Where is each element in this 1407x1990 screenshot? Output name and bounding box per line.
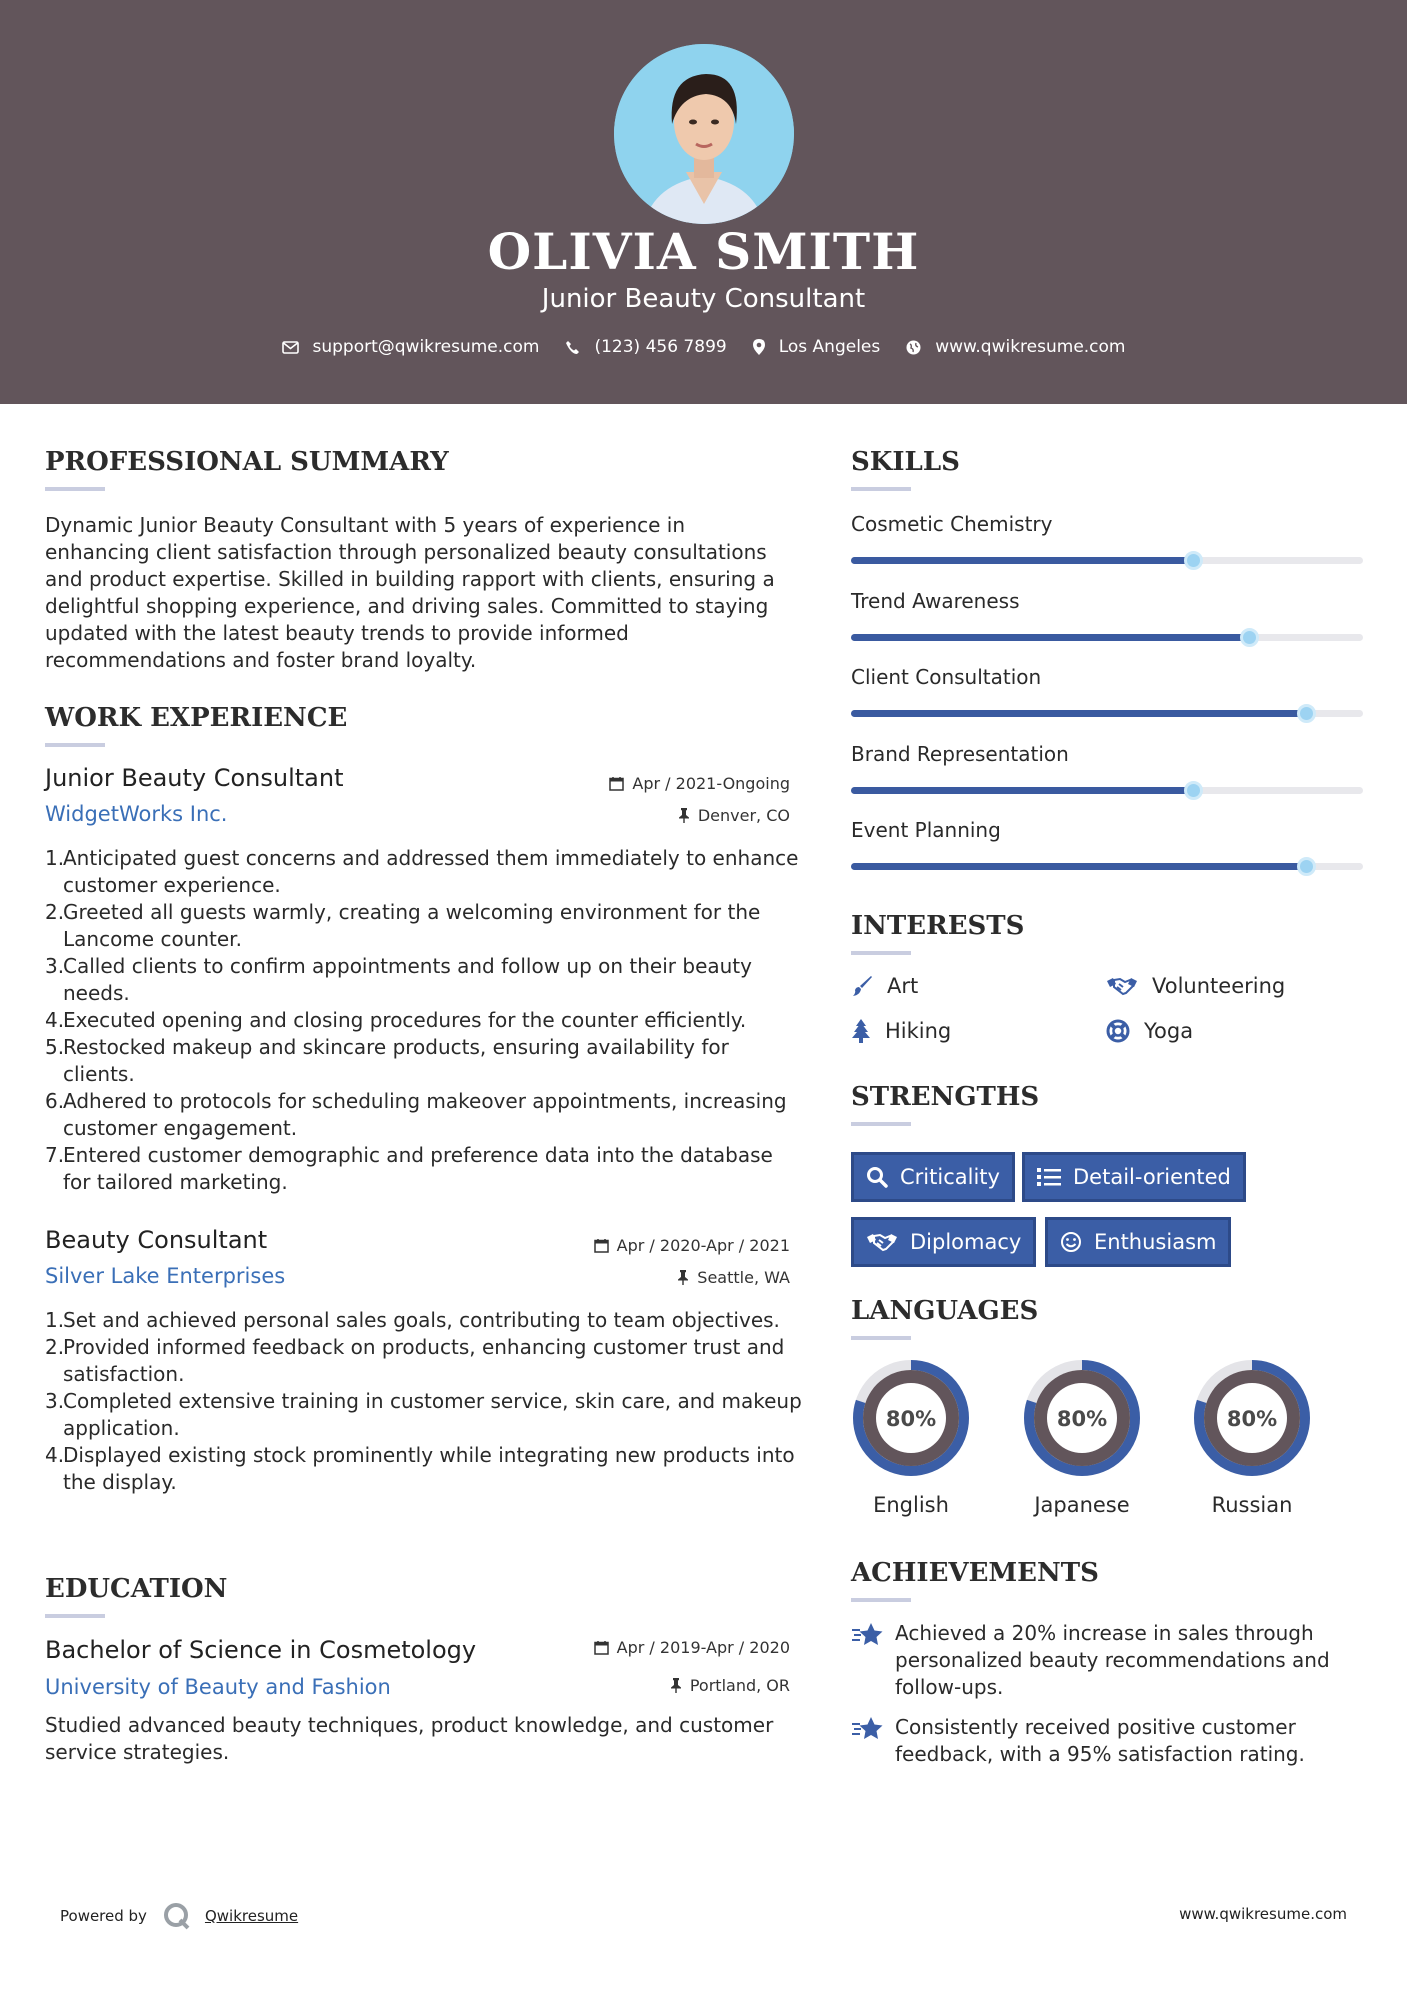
calendar-icon — [594, 1640, 609, 1655]
education-location: Portland, OR — [480, 1676, 790, 1695]
contact-bar — [0, 337, 1407, 357]
skill-bar — [851, 710, 1363, 717]
school-name: University of Beauty and Fashion — [45, 1675, 391, 1699]
list-item: 3. Called clients to confirm appointments and follow up on their beauty needs. — [45, 954, 752, 1005]
education-date: Apr / 2019-Apr / 2020 — [480, 1638, 790, 1657]
envelope-icon — [282, 341, 299, 354]
skill-bar — [851, 787, 1363, 794]
summary-underline — [45, 487, 105, 491]
degree-title: Bachelor of Science in Cosmetology — [45, 1636, 477, 1664]
calendar-icon — [609, 776, 624, 791]
phone-icon — [565, 340, 580, 355]
language-label: English — [873, 1493, 949, 1517]
list-item: 2. Greeted all guests warmly, creating a welcoming environment for the Lancome counter. — [45, 900, 761, 951]
skill-bar-fill — [851, 634, 1249, 641]
summary-heading: PROFESSIONAL SUMMARY — [45, 447, 449, 477]
pushpin-icon — [677, 1270, 689, 1285]
location-text: Los Angeles — [778, 337, 881, 357]
job-duties — [45, 1307, 805, 1496]
language-percent: 80% — [1226, 1407, 1278, 1431]
skill-bar-fill — [851, 787, 1193, 794]
skill-bar-knob — [1184, 781, 1203, 800]
interests-heading: INTERESTS — [851, 911, 1025, 941]
achievements-heading: ACHIEVEMENTS — [851, 1558, 1099, 1588]
list-item: 7. Entered customer demographic and preference data into the database for tailored marketing. — [45, 1143, 773, 1194]
education-underline — [45, 1614, 105, 1618]
website-text: www.qwikresume.com — [935, 337, 1126, 357]
language-item — [850, 1357, 972, 1517]
list-item: 6. Adhered to protocols for scheduling makeover appointments, increasing customer engagement. — [45, 1089, 787, 1140]
skill-bar — [851, 863, 1363, 870]
paintbrush-icon — [851, 975, 873, 997]
skill-label: Trend Awareness — [851, 588, 1020, 613]
strengths-heading: STRENGTHS — [851, 1082, 1040, 1112]
contact-email[interactable] — [282, 337, 540, 357]
list-item: 3. Completed extensive training in customer service, skin care, and makeup application. — [45, 1389, 802, 1440]
interests-underline — [851, 951, 911, 955]
list-item: 5. Restocked makeup and skincare products, ensuring availability for clients. — [45, 1035, 729, 1086]
language-item — [1191, 1357, 1313, 1517]
phone-text: (123) 456 7899 — [594, 337, 727, 357]
qwikresume-logo-icon — [163, 1902, 191, 1930]
handshake-icon — [1106, 976, 1138, 996]
interest-item: Art — [851, 974, 918, 998]
skill-bar-knob — [1240, 628, 1259, 647]
job-location: Denver, CO — [480, 806, 790, 825]
skill-bar — [851, 634, 1363, 641]
search-icon — [866, 1166, 888, 1188]
footer-website[interactable]: www.qwikresume.com — [1179, 1905, 1347, 1923]
skills-heading: SKILLS — [851, 447, 960, 477]
skill-bar-knob — [1297, 704, 1316, 723]
experience-heading: WORK EXPERIENCE — [45, 703, 348, 733]
email-text: support@qwikresume.com — [312, 337, 540, 357]
interest-item: Yoga — [1106, 1019, 1193, 1043]
list-item: 1. Anticipated guest concerns and addressed them immediately to enhance customer experience. — [45, 846, 799, 897]
education-heading: EDUCATION — [45, 1574, 228, 1604]
language-label: Russian — [1211, 1493, 1293, 1517]
handshake-icon — [866, 1232, 898, 1252]
language-label: Japanese — [1034, 1493, 1130, 1517]
achievement-item: Achieved a 20% increase in sales through personalized beauty recommendations and follow-ups. — [851, 1620, 1371, 1701]
language-item — [1021, 1357, 1143, 1517]
star-icon — [851, 1620, 895, 1701]
company-name: Silver Lake Enterprises — [45, 1264, 286, 1288]
skill-bar-fill — [851, 863, 1306, 870]
pushpin-icon — [670, 1678, 682, 1693]
map-marker-icon — [753, 339, 765, 355]
strength-tag: Diplomacy — [851, 1217, 1036, 1267]
company-name: WidgetWorks Inc. — [45, 802, 228, 826]
candidate-title: Junior Beauty Consultant — [541, 284, 866, 314]
job-location: Seattle, WA — [480, 1268, 790, 1287]
list-item: 4. Executed opening and closing procedures for the counter efficiently. — [45, 1008, 747, 1032]
strength-tag: Enthusiasm — [1045, 1217, 1231, 1267]
footer-powered-by: Powered by Qwikresume — [60, 1902, 298, 1930]
interest-item: Volunteering — [1106, 974, 1285, 998]
language-ring — [1191, 1357, 1313, 1479]
job-title: Junior Beauty Consultant — [45, 764, 344, 792]
strength-tag: Criticality — [851, 1152, 1015, 1202]
language-ring — [1021, 1357, 1143, 1479]
contact-location — [753, 337, 881, 357]
candidate-name: OLIVIA SMITH — [487, 222, 920, 281]
skills-underline — [851, 487, 911, 491]
contact-website[interactable] — [906, 337, 1125, 357]
job-date: Apr / 2021-Ongoing — [480, 774, 790, 793]
achievement-item: Consistently received positive customer feedback, with a 95% satisfaction rating. — [851, 1714, 1371, 1768]
language-percent: 80% — [885, 1407, 937, 1431]
list-item: 2. Provided informed feedback on products, enhancing customer trust and satisfaction. — [45, 1335, 785, 1386]
skill-label: Cosmetic Chemistry — [851, 512, 1053, 536]
globe-icon — [906, 340, 921, 355]
list-icon — [1037, 1167, 1061, 1187]
job-date: Apr / 2020-Apr / 2021 — [480, 1236, 790, 1255]
qwikresume-link[interactable]: Qwikresume — [204, 1907, 299, 1925]
lifering-icon — [1106, 1019, 1130, 1043]
achievements-underline — [851, 1598, 911, 1602]
star-icon — [851, 1714, 895, 1768]
skill-bar-fill — [851, 557, 1193, 564]
list-item: 1. Set and achieved personal sales goals, contributing to team objectives. — [45, 1308, 780, 1332]
interest-item: Hiking — [851, 1019, 951, 1043]
skill-bar-knob — [1297, 857, 1316, 876]
experience-underline — [45, 743, 105, 747]
skill-label: Client Consultation — [851, 665, 1042, 689]
resume-header — [0, 0, 1407, 404]
skill-bar-knob — [1184, 551, 1203, 570]
pushpin-icon — [678, 808, 690, 823]
summary-text: Dynamic Junior Beauty Consultant with 5 years of experience in enhancing client satisfaction through personalized beauty consultations and product expertise. Skilled in building rapport with clients, ensuring a delightful shopping experience, and driving sales. Committed to staying updated with the latest beauty trends to provide informed recommendations and foster brand loyalty. — [45, 513, 775, 672]
skill-bar-fill — [851, 710, 1306, 717]
contact-phone[interactable] — [565, 337, 726, 357]
skill-label: Event Planning — [851, 818, 1001, 842]
skill-label: Brand Representation — [851, 741, 1069, 766]
languages-underline — [851, 1336, 911, 1340]
job-title: Beauty Consultant — [45, 1226, 268, 1254]
smile-icon — [1060, 1231, 1082, 1253]
strengths-underline — [851, 1122, 911, 1126]
profile-photo — [614, 44, 794, 224]
language-percent: 80% — [1056, 1407, 1108, 1431]
tree-icon — [851, 1019, 871, 1043]
language-ring — [850, 1357, 972, 1479]
skill-bar — [851, 557, 1363, 564]
job-duties — [45, 845, 805, 1196]
calendar-icon — [594, 1238, 609, 1253]
strength-tag: Detail-oriented — [1022, 1152, 1246, 1202]
list-item: 4. Displayed existing stock prominently while integrating new products into the display. — [45, 1443, 795, 1494]
languages-heading: LANGUAGES — [851, 1296, 1039, 1326]
education-description: Studied advanced beauty techniques, product knowledge, and customer service strategies. — [45, 1713, 774, 1764]
